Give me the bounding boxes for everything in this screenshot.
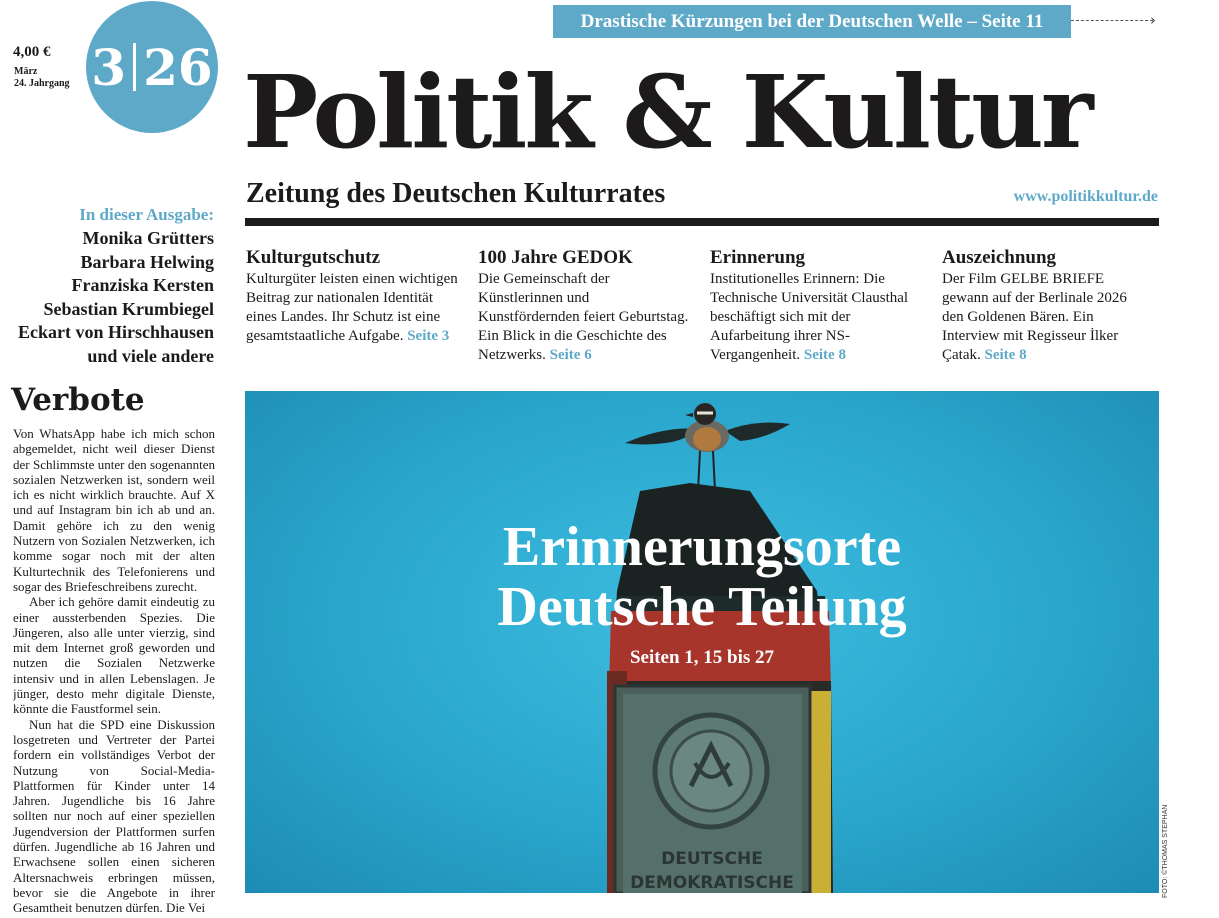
teaser-page-link[interactable]: Seite 3: [407, 328, 450, 344]
contents-name: Barbara Helwing: [80, 251, 214, 272]
banner-dashed-rule: [1071, 20, 1153, 21]
contents-name: Franziska Kersten: [71, 275, 214, 296]
teaser-text: Kulturgüter leisten einen wichtigen Beitrag zur nationalen Identität eines Landes. Ihr Schutz ist eine gesamtstaatliche Aufgabe. Seite 3: [246, 271, 458, 344]
emblem-text: DEUTSCHE: [661, 849, 763, 869]
teaser-title: Kulturgutschutz: [246, 247, 381, 268]
teaser-page-link[interactable]: Seite 8: [803, 347, 846, 363]
hero-title-line: Deutsche Teilung: [497, 576, 907, 638]
contents-name: Eckart von Hirschhausen: [17, 322, 214, 343]
teaser-text: Der Film GELBE BRIEFE gewann auf der Berlinale 2026 den Goldenen Bären. Ein Interview mit Regisseur İlker Çatak. Seite 8: [942, 271, 1127, 363]
border-post-illustration: [245, 391, 1159, 893]
photo-credit: [1158, 790, 1170, 900]
teaser-auszeichnung: [942, 247, 1142, 365]
teaser-title: 100 Jahre GEDOK: [478, 247, 633, 268]
hero-image[interactable]: [245, 391, 1159, 893]
emblem-text: DEMOKRATISCHE: [630, 873, 794, 893]
contents-box: [18, 203, 214, 369]
issue-year: 26: [143, 37, 213, 97]
masthead-subtitle: Zeitung des Deutschen Kulturrates: [246, 178, 666, 209]
teaser-page-link[interactable]: Seite 8: [984, 347, 1027, 363]
teaser-kulturgutschutz: [246, 247, 458, 346]
teaser-title: Erinnerung: [710, 247, 806, 268]
top-banner-link[interactable]: Drastische Kürzungen bei der Deutschen Welle – Seite 11: [553, 5, 1071, 38]
chevron-right-icon: ›: [1150, 11, 1156, 29]
teaser-text: Die Gemeinschaft der Künstlerinnen und Kunstfördernden feiert Geburtstag. Ein Blick in die Geschichte des Netzwerks. Seite 6: [478, 271, 689, 363]
hero-title-line: Erinnerungsorte: [502, 516, 902, 578]
column-body: [13, 426, 215, 918]
teaser-erinnerung: [710, 247, 922, 365]
issue-volume: 24. Jahrgang: [14, 78, 70, 89]
website-link[interactable]: www.politikkultur.de: [1013, 188, 1158, 205]
column-title: Verbote: [11, 382, 145, 418]
masthead-title: Politik & Kultur: [243, 53, 1091, 171]
column-paragraph: Aber ich gehöre damit eindeutig zu einer aussterbenden Spezies. Die Jüngeren, also alle unter vierzig, sind mit dem Internet groß geworden und nutzen die Sozialen Netzwerke intensiv und in allen Lebenslagen. Je jünger, desto mehr digitale Dienste, könnte die Faustformel sein.: [13, 594, 215, 717]
issue-month: März: [14, 66, 38, 77]
issue-price: 4,00 €: [13, 44, 51, 60]
contents-name: und viele andere: [87, 345, 214, 366]
issue-divider: [133, 43, 136, 91]
contents-name: Monika Grütters: [82, 228, 214, 248]
column-paragraph: Nun hat die SPD eine Diskussion losgetreten und Vertreter der Partei fordern ein vollständiges Verbot der Nutzung von Social-Media-Plattformen für Kinder unter 14 Jahren. Jugendliche bis 16 Jahre sollten nur noch auf einer speziellen Jugendversion der Plattformen surfen dürfen. Jugendliche ab 16 Jahren und Erwachsene sollen einen sicheren Altersnachweis erbringen müssen, bevor sie die Angebote in ihrer Gesamtheit benutzen dürfen. Die Vei: [13, 716, 215, 916]
issue-number: 3: [91, 37, 127, 97]
column-paragraph: Von WhatsApp habe ich mich schon abgemeldet, nicht weil dieser Dienst der Schlimmste unter den sogenannten sozialen Netzwerken ist, sondern weil ich es nicht wirklich brauchte. Auf X und auf Instagram bin ich ab und an. Damit gehöre ich zu den wenig Nutzern von Sozialen Netzwerken, ich komme sogar noch mit der alten Kulturtechnik des Telefonierens und sogar des Briefeschreibens zurecht.: [13, 426, 215, 594]
issue-number-badge: [86, 1, 218, 133]
teaser-page-link[interactable]: Seite 6: [549, 347, 592, 363]
contents-name: Sebastian Krumbiegel: [43, 298, 214, 319]
photo-credit-text: FOTO: ©THOMAS STEPHAN: [1162, 804, 1169, 898]
contents-heading: In dieser Ausgabe:: [79, 205, 214, 224]
hero-subtitle: Seiten 1, 15 bis 27: [629, 647, 775, 668]
teaser-gedok: [478, 247, 690, 365]
teaser-title: Auszeichnung: [942, 247, 1057, 268]
masthead-rule: [245, 218, 1159, 226]
teaser-text: Institutionelles Erinnern: Die Technische Universität Clausthal beschäftigt sich mit der Aufarbeitung ihrer NS-Vergangenheit. Seite 8: [710, 271, 909, 363]
hero-title: [245, 517, 1159, 637]
